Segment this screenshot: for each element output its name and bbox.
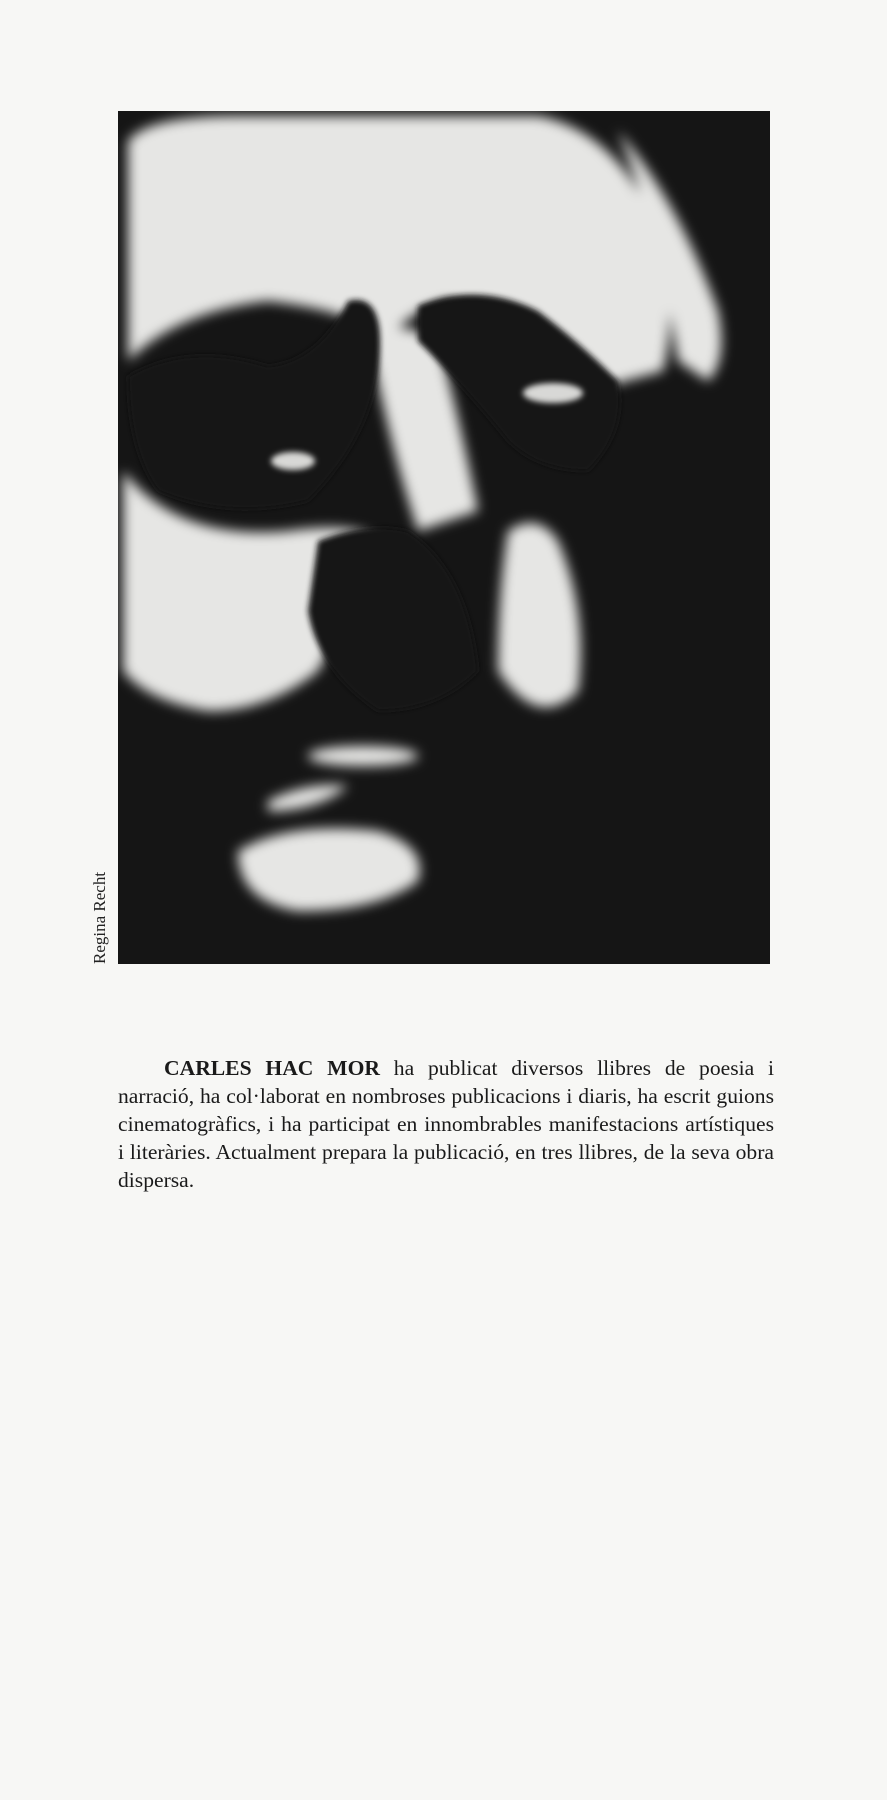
portrait-image [118,111,770,964]
bio-text: ha publicat diversos llibres de poesia i narració, ha col·laborat en nombroses publicacions i diaris, ha escrit guions cinematogràfics, i ha participat en innombrables manifestacions artístiques i literàries. Actualment prepara la publicació, en tres llibres, de la seva obra dispersa. [118,1056,774,1192]
author-name: CARLES HAC MOR [164,1056,380,1080]
author-bio [118,1054,774,1194]
author-portrait-photo [118,111,770,964]
photo-credit: Regina Recht [90,871,109,964]
